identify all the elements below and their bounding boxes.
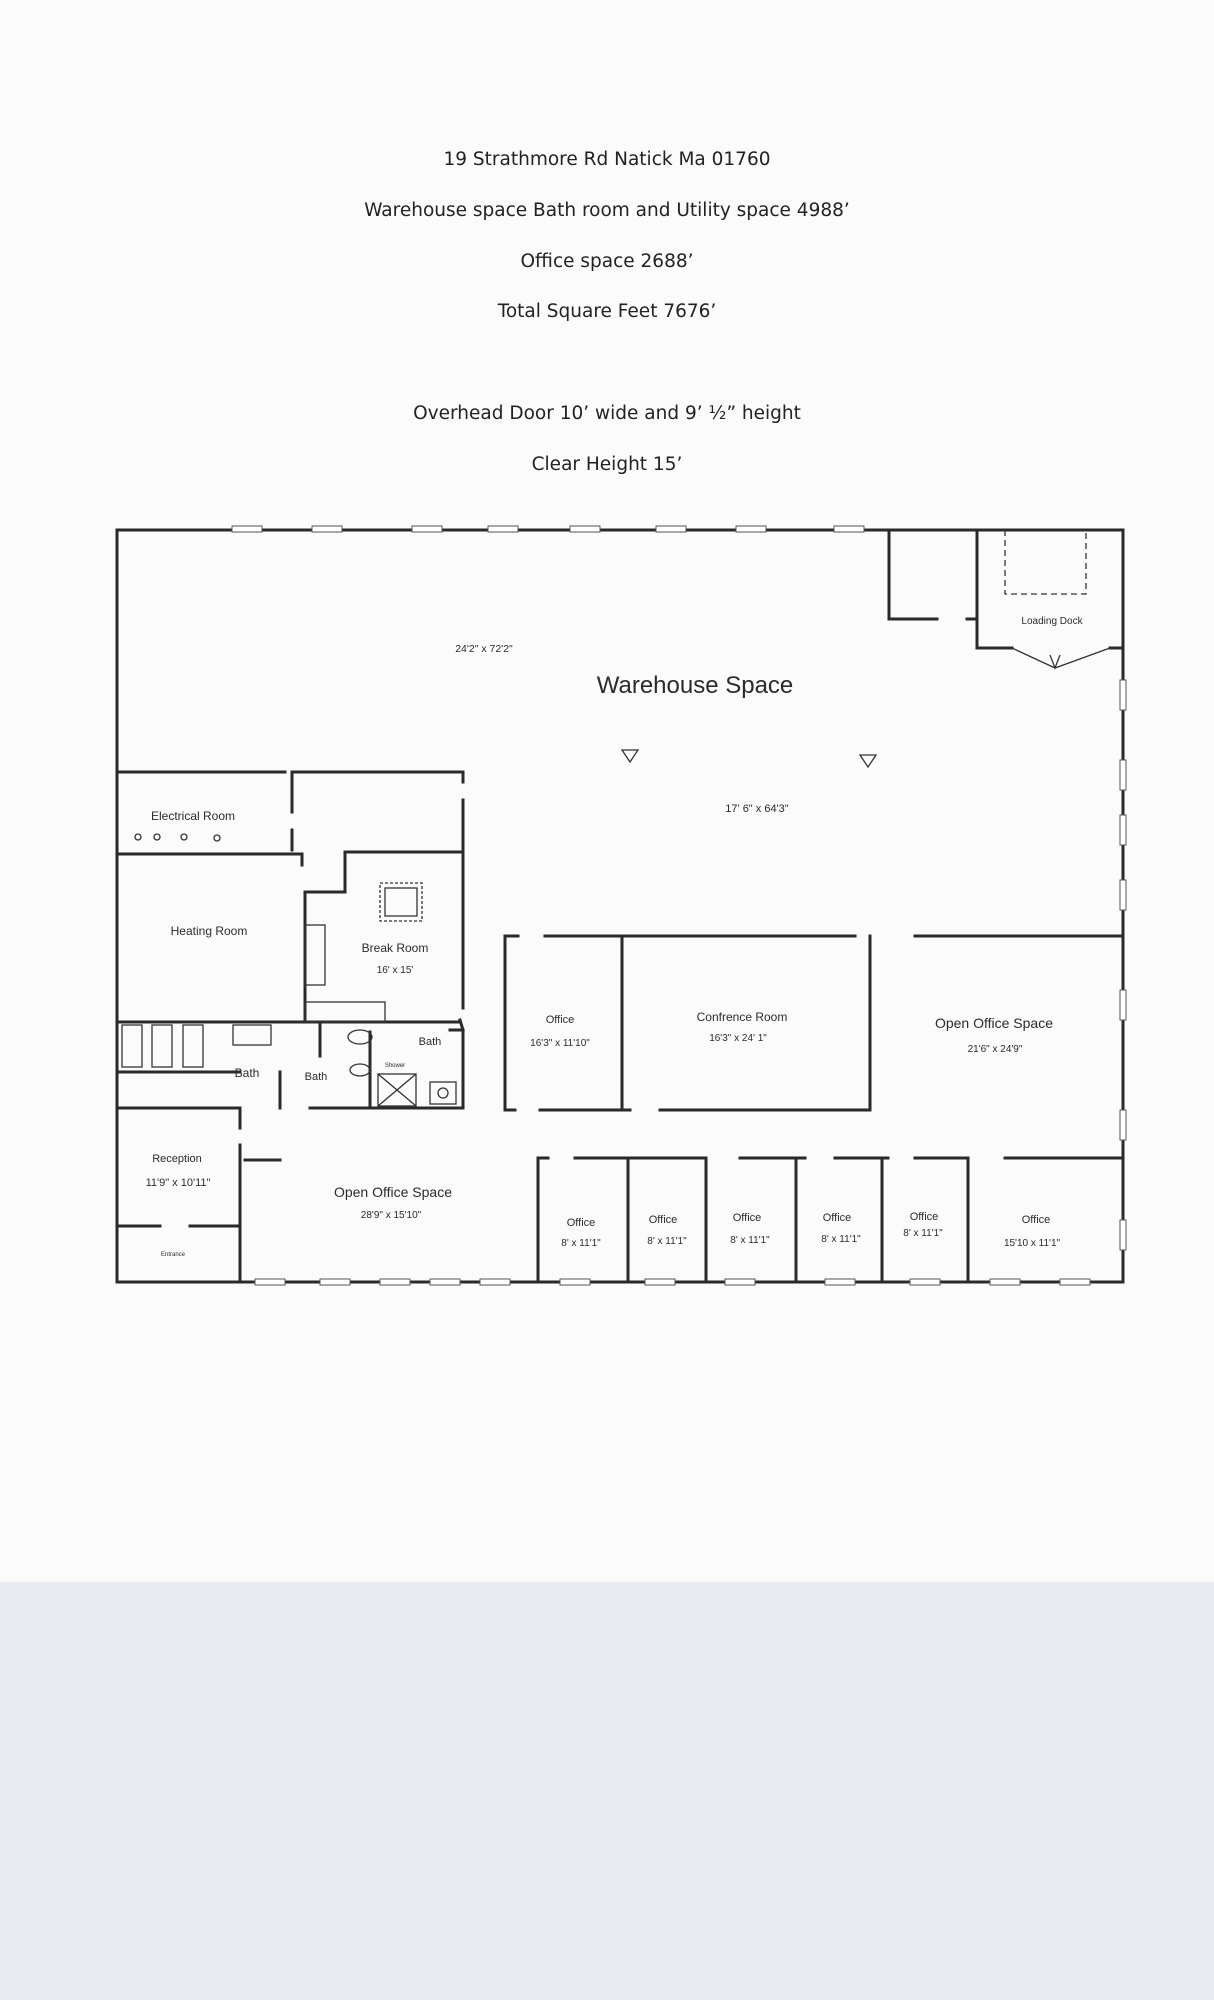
corner-office-label: Office: [1021, 1214, 1051, 1226]
break-counter: [305, 925, 325, 985]
small-office-3-label: Office: [732, 1212, 762, 1224]
warehouse-label: Warehouse Space: [596, 672, 794, 699]
electrical-fixture-2: [154, 834, 160, 840]
electrical-bottom-wall: [117, 854, 302, 865]
toilet-bath: [348, 1030, 372, 1044]
small-office-1-label: Office: [566, 1217, 596, 1229]
office-center-label: Office: [545, 1014, 575, 1026]
bath-2-label: Bath: [304, 1071, 328, 1083]
ceiling-heater-2: [860, 755, 876, 767]
shower-drain-lines: [378, 1074, 416, 1106]
overhead-door-line: Overhead Door 10’ wide and 9’ ½” height: [413, 403, 801, 424]
conference-dim: 16'3" x 24' 1": [709, 1033, 767, 1044]
bath-sink-basin: [438, 1088, 448, 1098]
small-office-4-label: Office: [822, 1212, 852, 1224]
loading-dock-label: Loading Dock: [1021, 616, 1083, 627]
small-office-1-dim: 8' x 11'1": [561, 1238, 601, 1249]
break-cabinets: [305, 1002, 385, 1022]
dock-wall-mid: [967, 530, 977, 619]
toilet-stall-1: [122, 1025, 142, 1067]
electrical-fixture-1: [135, 834, 141, 840]
dock-wall-left: [889, 530, 937, 619]
small-office-4-dim: 8' x 11'1": [821, 1234, 861, 1245]
warehouse-dim-a: 24'2" x 72'2": [455, 643, 513, 655]
open-office-right-label: Open Office Space: [934, 1015, 1054, 1031]
corner-office-dim: 15'10 x 11'1": [1003, 1238, 1061, 1249]
windows: [232, 526, 1126, 1285]
ceiling-heater-1: [622, 750, 638, 762]
toilet-bath-2: [350, 1064, 370, 1076]
small-office-5-label: Office: [909, 1211, 939, 1223]
warehouse-dim-b: 17' 6" x 64'3": [725, 803, 789, 815]
small-office-5-dim: 8' x 11'1": [903, 1228, 943, 1239]
open-office-left-dim: 28'9" x 15'10": [360, 1210, 422, 1221]
break-room-label: Break Room: [361, 941, 429, 955]
office-area-line: Office space 2688’: [520, 251, 694, 272]
toilet-stall-2: [152, 1025, 172, 1067]
shower-label: Shower: [384, 1063, 406, 1069]
double-sink: [233, 1025, 271, 1045]
entrance-label: Entrance: [160, 1252, 186, 1258]
electrical-fixture-4: [214, 835, 220, 841]
outer-wall: [117, 530, 1123, 1282]
office-center-dim: 16'3" x 11'10": [530, 1038, 590, 1049]
reception-dim: 11'9" x 10'11": [145, 1177, 211, 1189]
toilet-stall-3: [183, 1025, 203, 1067]
break-room-wall: [305, 852, 463, 1020]
bath-1-label: Bath: [234, 1066, 260, 1080]
warehouse-area-line: Warehouse space Bath room and Utility space 4988’: [364, 200, 850, 221]
bath-3-label: Bath: [418, 1036, 442, 1048]
electrical-fixture-3: [181, 834, 187, 840]
small-office-2-label: Office: [648, 1214, 678, 1226]
open-office-left-label: Open Office Space: [333, 1184, 453, 1200]
heating-room-label: Heating Room: [170, 924, 248, 938]
small-office-2-dim: 8' x 11'1": [647, 1236, 687, 1247]
overhead-door-swing: [1005, 530, 1086, 594]
total-area-line: Total Square Feet 7676’: [497, 301, 717, 322]
dock-doors: [1012, 648, 1110, 668]
open-office-right-dim: 21'6" x 24'9": [967, 1044, 1023, 1055]
break-room-hatch-inner: [385, 888, 417, 916]
walls: [117, 530, 1123, 1282]
bath-sink: [430, 1082, 456, 1104]
bath-row-wall: [117, 1022, 460, 1108]
electrical-room-label: Electrical Room: [150, 809, 236, 823]
conference-label: Confrence Room: [696, 1010, 788, 1024]
address-line: 19 Strathmore Rd Natick Ma 01760: [443, 149, 771, 170]
small-office-3-dim: 8' x 11'1": [730, 1235, 770, 1246]
break-room-dim: 16' x 15': [376, 965, 414, 976]
reception-label: Reception: [152, 1153, 202, 1165]
break-room-hatch: [380, 883, 422, 921]
clear-height-line: Clear Height 15’: [531, 454, 683, 475]
